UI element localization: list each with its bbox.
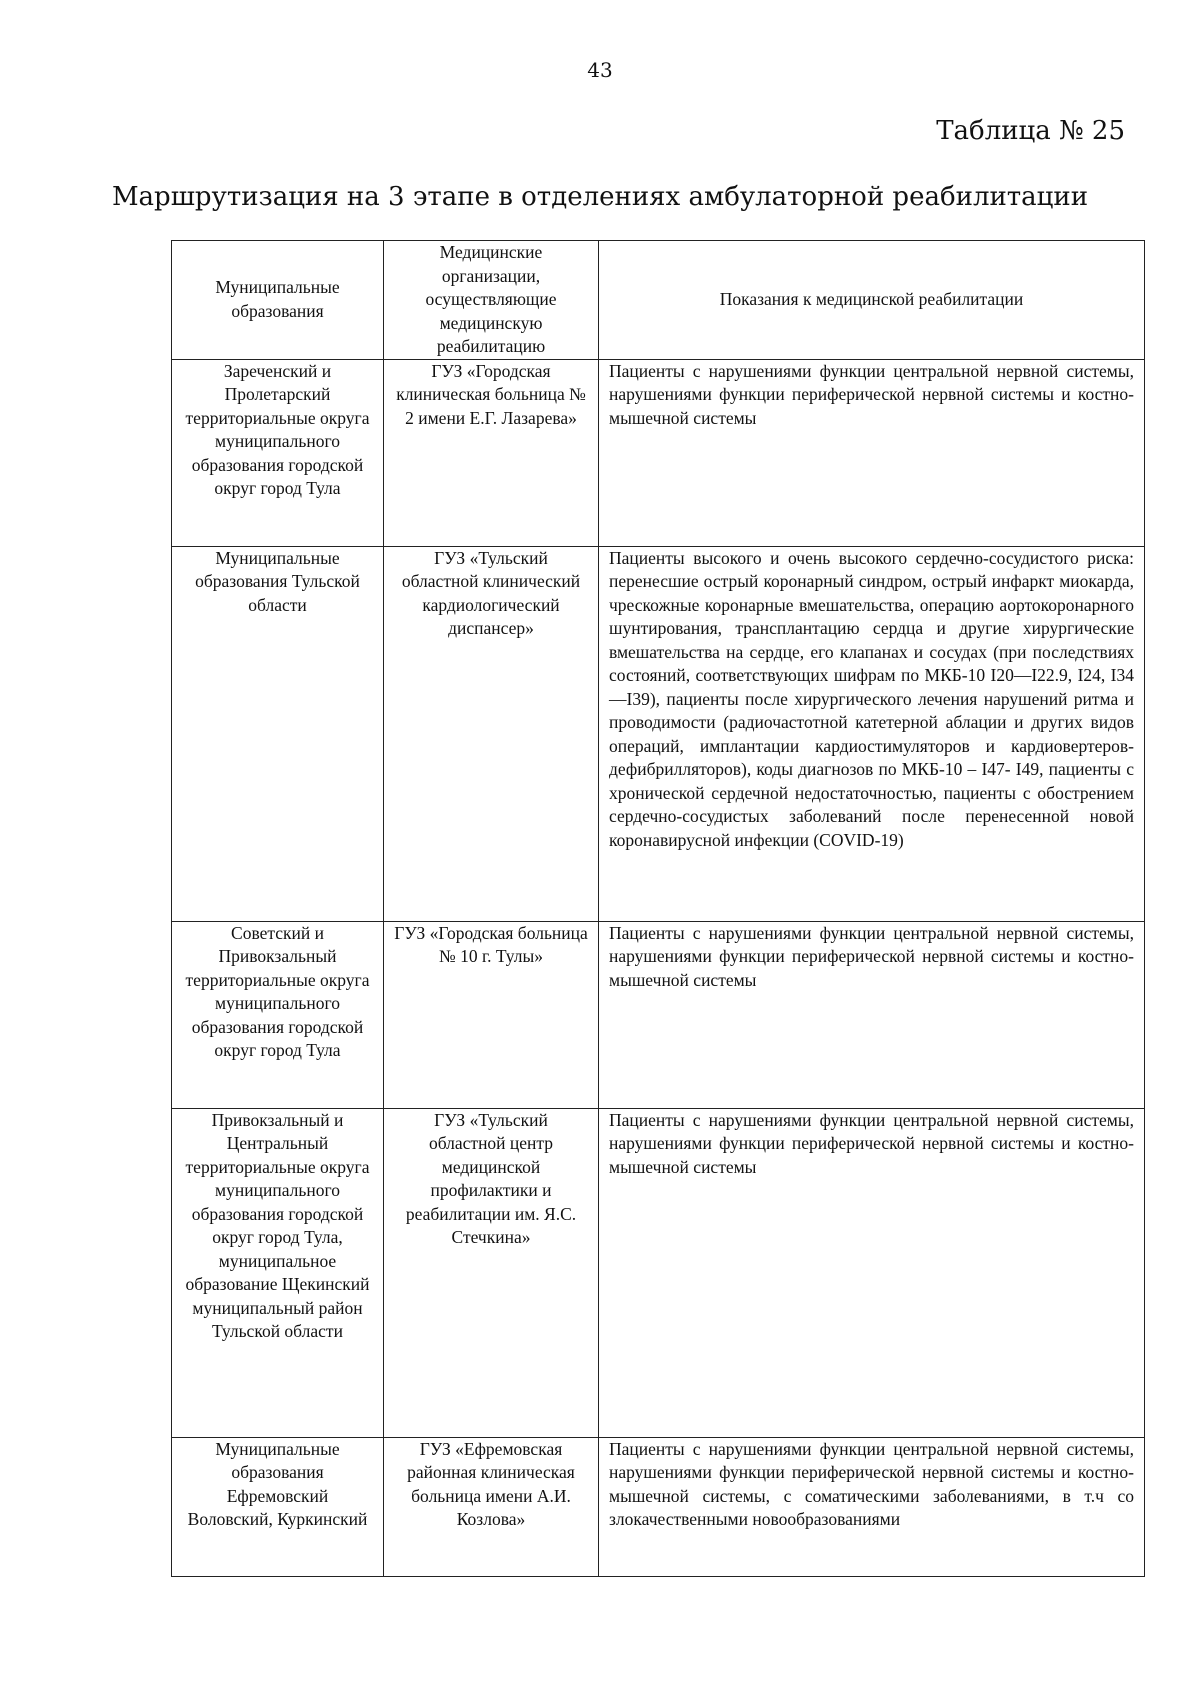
table-row <box>172 1108 1145 1437</box>
table-row <box>172 1437 1145 1576</box>
cell-organization: ГУЗ «Тульский областной клинический кардиологический диспансер» <box>384 546 599 921</box>
table-row <box>172 359 1145 546</box>
page-number: 43 <box>587 58 613 82</box>
table-row <box>172 921 1145 1108</box>
table-row <box>172 546 1145 921</box>
header-indications: Показания к медицинской реабилитации <box>599 241 1145 360</box>
cell-organization: ГУЗ «Городская больница № 10 г. Тулы» <box>384 921 599 1108</box>
document-title: Маршрутизация на 3 этапе в отделениях амбулаторной реабилитации <box>111 182 1089 212</box>
table-header-row <box>172 241 1145 360</box>
cell-organization: ГУЗ «Тульский областной центр медицинской профилактики и реабилитации им. Я.С. Стечкина» <box>384 1108 599 1437</box>
cell-organization: ГУЗ «Городская клиническая больница № 2 имени Е.Г. Лазарева» <box>384 359 599 546</box>
table-label: Таблица № 25 <box>936 116 1125 146</box>
cell-municipality: Зареченский и Пролетарский территориальные округа муниципального образования городской округ город Тула <box>172 359 384 546</box>
header-municipality: Муниципальные образования <box>172 241 384 360</box>
cell-indications: Пациенты с нарушениями функции центральной нервной системы, нарушениями функции периферической нервной системы и костно-мышечной системы, с соматическими заболеваниями, в т.ч со злокачественными новообразованиями <box>599 1437 1145 1576</box>
cell-indications: Пациенты с нарушениями функции центральной нервной системы, нарушениями функции периферической нервной системы и костно-мышечной системы <box>599 359 1145 546</box>
header-organization: Медицинские организации, осуществляющие медицинскую реабилитацию <box>384 241 599 360</box>
cell-indications: Пациенты с нарушениями функции центральной нервной системы, нарушениями функции периферической нервной системы и костно-мышечной системы <box>599 921 1145 1108</box>
cell-organization: ГУЗ «Ефремовская районная клиническая больница имени А.И. Козлова» <box>384 1437 599 1576</box>
cell-municipality: Муниципальные образования Тульской области <box>172 546 384 921</box>
cell-municipality: Муниципальные образования Ефремовский Воловский, Куркинский <box>172 1437 384 1576</box>
cell-municipality: Привокзальный и Центральный территориальные округа муниципального образования городской округ город Тула, муниципальное образование Щекинский муниципальный район Тульской области <box>172 1108 384 1437</box>
cell-indications: Пациенты с нарушениями функции центральной нервной системы, нарушениями функции периферической нервной системы и костно-мышечной системы <box>599 1108 1145 1437</box>
routing-table <box>171 240 1145 1577</box>
cell-indications: Пациенты высокого и очень высокого сердечно-сосудистого риска: перенесшие острый коронарный синдром, острый инфаркт миокарда, чрескожные коронарные вмешательства, операцию аортокоронарного шунтирования, трансплантацию сердца и другие хирургические вмешательства на сердце, его клапанах и сосудах (при последствиях состояний, соответствующих шифрам по МКБ-10 I20—I22.9, I24, I34—I39), пациенты после хирургического лечения нарушений ритма и проводимости (радиочастотной катетерной аблации и других видов операций, имплантации кардиостимуляторов и кардиовертеров-дефибрилляторов), коды диагнозов по МКБ-10 – I47- I49, пациенты с хронической сердечной недостаточностью, пациенты с обострением сердечно-сосудистых заболеваний после перенесенной новой коронавирусной инфекции (COVID-19) <box>599 546 1145 921</box>
cell-municipality: Советский и Привокзальный территориальные округа муниципального образования городской округ город Тула <box>172 921 384 1108</box>
